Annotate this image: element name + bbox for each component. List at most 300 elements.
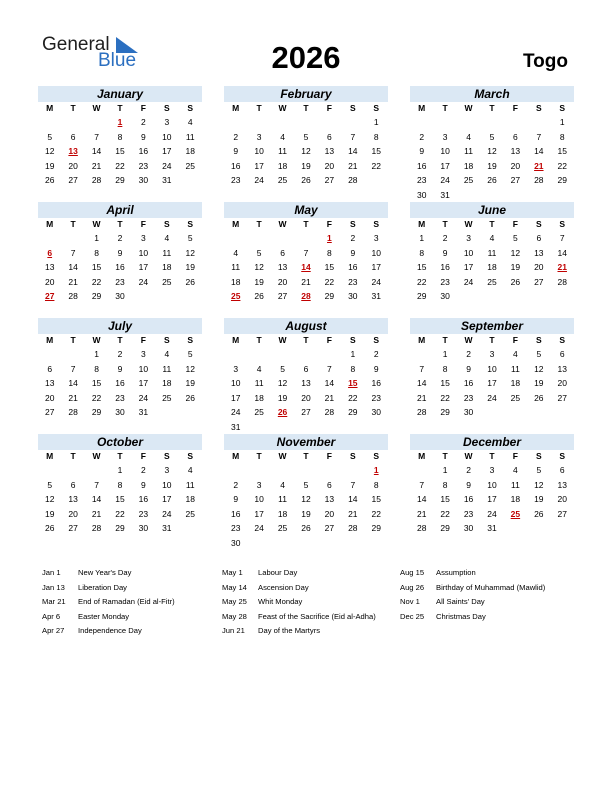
holiday-name: New Year's Day [78,568,132,577]
day-cell: 6 [280,247,285,258]
day-cell: 30 [348,291,358,302]
day-cell: 17 [254,508,264,519]
day-cell: 19 [301,508,311,519]
day-cell: 4 [164,349,170,359]
day-cell: 19 [301,160,311,171]
day-cell: 6 [513,131,518,142]
day-cell: 15 [324,262,335,273]
weekday-header: M [418,335,426,345]
day-cell: 13 [44,378,55,389]
day-cell: 3 [164,117,170,127]
day-cell: 11 [254,378,264,389]
day-cell: 12 [44,146,55,157]
day-cell: 27 [68,175,78,186]
day-cell: 9 [350,247,356,258]
day-cell: 6 [327,131,332,142]
empty-day-cell [271,347,294,362]
day-cell: 15 [371,494,381,505]
weekday-header: F [140,335,146,345]
day-cell: 5 [47,479,53,490]
day-cell: 26 [510,276,521,287]
day-cell: 17 [162,494,172,505]
day-cell: 10 [487,479,497,490]
day-cell: 23 [138,160,149,171]
day-cell: 8 [94,247,99,258]
day-cell: 27 [68,523,78,534]
holiday-day-cell: 1 [373,465,379,475]
empty-day-cell [271,231,294,246]
day-cell: 2 [117,233,123,243]
holiday-column [400,566,545,624]
holiday-date: Dec 25 [400,611,425,621]
empty-day-cell [480,115,503,130]
day-cell: 1 [373,117,379,127]
day-cell: 7 [327,363,332,374]
weekday-header: M [232,451,240,461]
day-cell: 8 [442,479,448,490]
day-cell: 6 [559,465,565,475]
holiday-name: Whit Monday [258,597,303,607]
weekday-header: F [326,451,332,461]
month-grid [410,102,574,203]
day-cell: 26 [254,291,264,302]
day-cell: 30 [138,523,149,534]
day-cell: 27 [301,407,311,418]
day-cell: 13 [324,146,335,157]
empty-day-cell [85,115,108,130]
day-cell: 5 [280,363,285,374]
day-cell: 15 [115,146,125,157]
weekday-header: W [464,103,473,113]
day-cell: 30 [371,407,381,418]
day-cell: 7 [94,479,99,490]
day-cell: 30 [138,175,149,186]
day-cell: 14 [68,378,78,389]
day-cell: 8 [559,131,565,142]
month-grid [224,334,388,435]
day-cell: 2 [466,349,471,359]
weekday-header: S [535,335,542,345]
day-cell: 22 [440,392,450,403]
day-cell: 20 [557,494,567,505]
weekday-header: T [256,219,262,229]
weekday-header: F [140,103,146,113]
day-cell: 24 [463,276,474,287]
day-cell: 9 [419,146,425,157]
logo-text-blue: Blue [98,50,137,71]
day-cell: 10 [138,247,149,258]
weekday-header: S [349,335,356,345]
day-cell: 17 [463,262,474,273]
day-cell: 12 [44,494,55,505]
day-cell: 5 [536,349,542,359]
weekday-header: F [512,103,518,113]
day-cell: 24 [162,160,172,171]
empty-day-cell [410,115,433,130]
day-cell: 2 [233,131,239,142]
weekday-header: T [256,335,262,345]
day-cell: 7 [419,363,425,374]
day-cell: 22 [115,160,125,171]
day-cell: 9 [373,363,379,374]
day-cell: 24 [487,392,497,403]
weekday-header: T [303,103,309,113]
day-cell: 11 [278,494,287,505]
weekday-header: T [117,335,123,345]
day-cell: 2 [442,233,448,243]
day-cell: 23 [348,276,358,287]
month-title: January [38,86,202,102]
holiday-day-cell: 25 [510,508,521,519]
day-cell: 8 [350,363,356,374]
day-cell: 9 [117,247,123,258]
day-cell: 1 [559,117,565,127]
day-cell: 25 [487,276,497,287]
day-cell: 7 [70,363,76,374]
day-cell: 3 [141,233,146,243]
weekday-header: T [442,335,448,345]
holiday-day-cell: 27 [44,291,55,302]
day-cell: 18 [277,160,288,171]
day-cell: 8 [117,131,123,142]
empty-day-cell [527,115,550,130]
holiday-name: Labour Day [258,568,298,577]
holiday-name: Christmas Day [436,611,486,621]
holiday-day-cell: 21 [557,262,567,273]
empty-day-cell [61,347,84,362]
weekday-header: W [278,451,287,461]
day-cell: 5 [187,349,193,359]
empty-day-cell [433,115,456,130]
day-cell: 17 [138,262,149,273]
day-cell: 22 [557,160,567,171]
day-cell: 16 [440,262,450,273]
weekday-header: S [187,219,194,229]
day-cell: 16 [416,160,427,171]
day-cell: 15 [91,378,102,389]
day-cell: 29 [324,291,335,302]
day-cell: 20 [324,160,335,171]
weekday-header: M [418,451,426,461]
day-cell: 15 [416,262,427,273]
day-cell: 28 [416,407,427,418]
day-cell: 30 [230,537,241,548]
empty-day-cell [294,115,317,130]
day-cell: 16 [138,146,149,157]
day-cell: 21 [416,392,427,403]
day-cell: 18 [185,494,195,505]
day-cell: 25 [162,276,172,287]
day-cell: 11 [510,363,520,374]
day-cell: 20 [277,276,288,287]
day-cell: 21 [68,392,78,403]
day-cell: 24 [371,276,381,287]
day-cell: 9 [466,479,471,490]
day-cell: 14 [348,146,358,157]
weekday-header: T [70,451,76,461]
month-june [410,202,574,304]
day-cell: 14 [416,494,427,505]
day-cell: 5 [303,131,309,142]
empty-day-cell [504,115,527,130]
day-cell: 11 [278,146,287,157]
holiday-row [400,610,545,625]
empty-day-cell [224,347,247,362]
day-cell: 27 [510,175,521,186]
day-cell: 29 [557,175,567,186]
day-cell: 9 [141,479,146,490]
empty-day-cell [271,115,294,130]
day-cell: 4 [187,465,193,475]
weekday-header: T [442,219,448,229]
day-cell: 31 [162,523,172,534]
month-title: October [38,434,202,450]
day-cell: 17 [440,160,450,171]
weekday-header: M [418,219,426,229]
holiday-row [42,610,175,625]
day-cell: 10 [162,131,172,142]
holiday-name: All Saints' Day [436,597,485,607]
day-cell: 6 [559,349,565,359]
day-cell: 14 [416,378,427,389]
day-cell: 9 [233,494,239,505]
day-cell: 19 [487,160,497,171]
empty-day-cell [247,115,270,130]
holiday-day-cell: 15 [348,378,358,389]
day-cell: 12 [277,378,288,389]
holiday-date: Apr 27 [42,626,65,636]
empty-day-cell [61,463,84,478]
day-cell: 7 [70,247,76,258]
empty-day-cell [410,463,433,478]
holiday-date: May 1 [222,568,243,577]
day-cell: 19 [277,392,288,403]
day-cell: 25 [277,175,288,186]
day-cell: 19 [534,494,544,505]
day-cell: 2 [373,349,379,359]
day-cell: 1 [419,233,425,243]
weekday-header: S [349,219,356,229]
day-cell: 10 [138,363,149,374]
day-cell: 3 [233,363,239,374]
day-cell: 24 [138,276,149,287]
day-cell: 21 [348,508,358,519]
empty-day-cell [247,347,270,362]
holiday-day-cell: 13 [68,146,78,157]
day-cell: 13 [510,146,521,157]
day-cell: 1 [94,233,99,243]
day-cell: 17 [487,378,497,389]
holiday-row [222,624,376,639]
day-cell: 8 [94,363,99,374]
empty-day-cell [294,463,317,478]
day-cell: 25 [277,523,288,534]
month-grid [224,450,388,551]
holiday-day-cell: 28 [301,291,311,302]
day-cell: 18 [510,378,521,389]
weekday-header: W [278,335,287,345]
month-january [38,86,202,188]
day-cell: 2 [466,465,471,475]
day-cell: 12 [487,146,497,157]
day-cell: 29 [91,407,102,418]
day-cell: 14 [68,262,78,273]
day-cell: 22 [324,276,335,287]
month-title: April [38,202,202,218]
month-grid [38,102,202,188]
month-october [38,434,202,536]
day-cell: 4 [256,363,262,374]
holiday-name: Birthday of Muhammad (Mawlid) [436,582,546,592]
day-cell: 26 [301,175,311,186]
holiday-date: Nov 1 [400,597,420,607]
day-cell: 30 [416,189,427,200]
weekday-header: S [187,335,194,345]
holiday-day-cell: 6 [47,247,53,258]
day-cell: 9 [233,146,239,157]
day-cell: 17 [371,262,381,273]
day-cell: 14 [348,494,358,505]
holiday-date: Jun 21 [222,626,245,636]
day-cell: 25 [162,392,172,403]
day-cell: 31 [138,407,149,418]
holiday-row [222,581,376,596]
weekday-header: S [559,219,566,229]
day-cell: 28 [68,407,78,418]
holiday-row [42,624,175,639]
day-cell: 11 [162,363,172,374]
day-cell: 26 [44,523,55,534]
month-july [38,318,202,420]
month-title: November [224,434,388,450]
day-cell: 20 [324,508,335,519]
day-cell: 9 [141,131,146,142]
day-cell: 15 [91,262,102,273]
holiday-name: Easter Monday [78,611,130,621]
day-cell: 15 [557,146,567,157]
holiday-row [400,566,545,581]
day-cell: 28 [557,276,567,287]
day-cell: 21 [416,508,427,519]
weekday-header: W [464,219,473,229]
day-cell: 15 [371,146,381,157]
day-cell: 29 [371,523,381,534]
empty-day-cell [271,463,294,478]
empty-day-cell [85,463,108,478]
day-cell: 25 [463,175,474,186]
day-cell: 2 [141,117,146,127]
weekday-header: S [559,335,566,345]
weekday-header: T [442,451,448,461]
day-cell: 18 [162,378,172,389]
month-title: August [224,318,388,334]
weekday-header: S [163,335,170,345]
weekday-header: T [489,219,495,229]
day-cell: 28 [91,523,102,534]
day-cell: 7 [536,131,542,142]
month-title: March [410,86,574,102]
day-cell: 10 [487,363,497,374]
month-grid [224,102,388,188]
weekday-header: T [70,103,76,113]
weekday-header: W [92,103,101,113]
holiday-row [222,566,376,581]
day-cell: 17 [162,146,172,157]
day-cell: 19 [534,378,544,389]
day-cell: 10 [371,247,381,258]
day-cell: 27 [324,175,335,186]
weekday-header: F [140,451,146,461]
day-cell: 29 [91,291,102,302]
day-cell: 18 [185,146,195,157]
day-cell: 31 [162,175,172,186]
empty-day-cell [341,115,364,130]
day-cell: 12 [301,146,311,157]
holiday-row [222,610,376,625]
day-cell: 17 [230,392,241,403]
day-cell: 24 [487,508,497,519]
day-cell: 28 [348,523,358,534]
day-cell: 11 [185,131,195,142]
holiday-day-cell: 21 [534,160,544,171]
day-cell: 29 [115,523,125,534]
empty-day-cell [318,115,341,130]
holiday-row [400,595,545,610]
weekday-header: F [512,219,518,229]
day-cell: 25 [510,392,521,403]
day-cell: 28 [91,175,102,186]
day-cell: 22 [91,392,102,403]
day-cell: 15 [440,378,450,389]
weekday-header: M [232,219,240,229]
day-cell: 12 [185,247,195,258]
holiday-day-cell: 1 [117,117,123,127]
day-cell: 8 [327,247,332,258]
day-cell: 7 [419,479,425,490]
day-cell: 16 [463,494,474,505]
day-cell: 18 [510,494,521,505]
holiday-date: Apr 6 [42,611,61,621]
day-cell: 20 [557,378,567,389]
holiday-date: Jan 1 [42,568,61,577]
empty-day-cell [38,347,61,362]
month-grid [410,450,574,536]
day-cell: 26 [185,276,195,287]
day-cell: 13 [534,247,544,258]
day-cell: 19 [510,262,521,273]
month-december [410,434,574,536]
holiday-date: May 28 [222,611,247,621]
empty-day-cell [38,231,61,246]
day-cell: 4 [233,247,239,258]
day-cell: 23 [230,523,241,534]
weekday-header: F [512,335,518,345]
holiday-row [42,566,175,581]
holiday-name: Ascension Day [258,582,309,592]
day-cell: 31 [371,291,381,302]
day-cell: 24 [440,175,450,186]
month-august [224,318,388,435]
day-cell: 5 [303,479,309,490]
day-cell: 1 [442,465,448,475]
weekday-header: W [278,103,287,113]
day-cell: 22 [416,276,427,287]
day-cell: 14 [324,378,335,389]
empty-day-cell [38,115,61,130]
day-cell: 20 [510,160,521,171]
day-cell: 2 [233,479,239,490]
day-cell: 22 [115,508,125,519]
